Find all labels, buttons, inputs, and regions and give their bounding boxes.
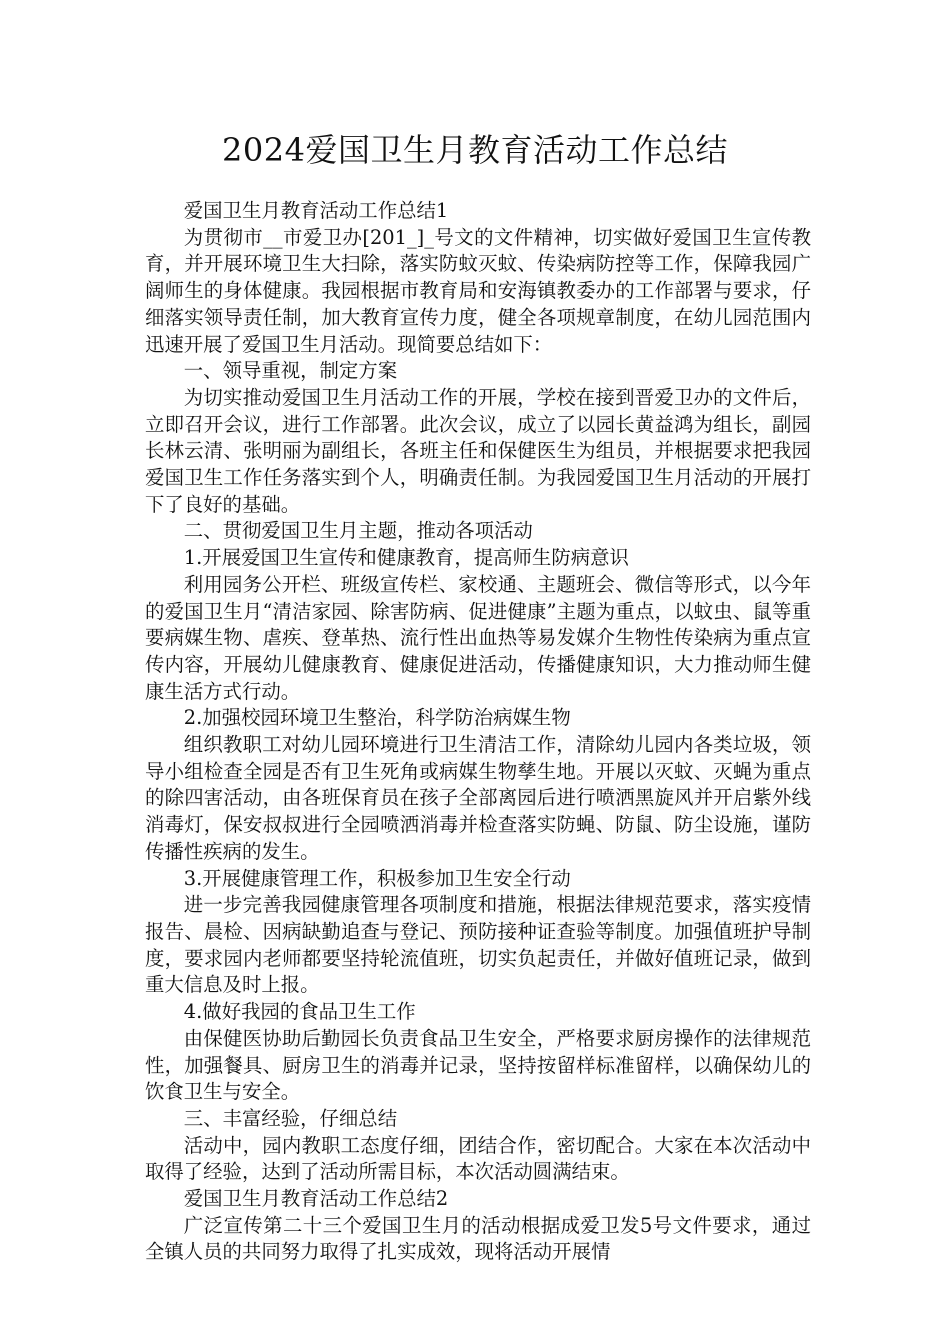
paragraph: 组织教职工对幼儿园环境进行卫生清洁工作，清除幼儿园内各类垃圾，领导小组检查全园是否有卫生死角或病媒生物孳生地。开展以灭蚊、灭蝇为重点的除四害活动，由各班保育员在孩子全部离园后进行喷洒黑旋风并开启紫外线消毒灯，保安叔叔进行全园喷洒消毒并检查落实防蝇、防鼠、防尘设施，谨防传播性疾病的发生。 (145, 733, 811, 863)
document-title: 2024爱国卫生月教育活动工作总结 (222, 131, 728, 169)
paragraph: 进一步完善我园健康管理各项制度和措施，根据法律规范要求，落实疫情报告、晨检、因病缺勤追查与登记、预防接种证查验等制度。加强值班护导制度，要求园内老师都要坚持轮流值班，切实负起责任，并做好值班记录，做到重大信息及时上报。 (145, 893, 811, 997)
paragraph: 利用园务公开栏、班级宣传栏、家校通、主题班会、微信等形式，以今年的爱国卫生月“清洁家园、除害防病、促进健康”主题为重点，以蚊虫、鼠等重要病媒生物、虐疾、登革热、流行性出血热等易发媒介生物性传染病为重点宣传内容，开展幼儿健康教育、健康促进活动，传播健康知识，大力推动师生健康生活方式行动。 (145, 572, 811, 703)
section-heading-2: 爱国卫生月教育活动工作总结2 (183, 1187, 449, 1211)
subheading: 三、丰富经验，仔细总结 (183, 1106, 398, 1130)
item-heading: 4.做好我园的食品卫生工作 (183, 1000, 416, 1024)
paragraph: 为贯彻市__市爱卫办[201_]_号文的文件精神，切实做好爱国卫生宣传教育，并开展环境卫生大扫除，落实防蚊灭蚊、传染病防控等工作，保障我园广阔师生的身体健康。我园根据市教育局和安海镇教委办的工作部署与要求，仔细落实领导责任制，加大教育宣传力度，健全各项规章制度，在幼儿园范围内迅速开展了爱国卫生月活动。现简要总结如下： (145, 225, 811, 356)
paragraph: 由保健医协助后勤园长负责食品卫生安全，严格要求厨房操作的法律规范性，加强餐具、厨房卫生的消毒并记录，坚持按留样标准留样，以确保幼儿的饮食卫生与安全。 (145, 1026, 811, 1104)
item-heading: 1.开展爱国卫生宣传和健康教育，提高师生防病意识 (183, 546, 629, 570)
item-heading: 3.开展健康管理工作，积极参加卫生安全行动 (183, 866, 571, 890)
document-body (145, 198, 811, 1266)
subheading: 一、领导重视，制定方案 (183, 359, 398, 383)
subheading: 二、贯彻爱国卫生月主题，推动各项活动 (183, 519, 533, 543)
paragraph: 活动中，园内教职工态度仔细，团结合作，密切配合。大家在本次活动中取得了经验，达到了活动所需目标，本次活动圆满结束。 (145, 1133, 811, 1184)
section-heading-1: 爱国卫生月教育活动工作总结1 (183, 199, 449, 222)
paragraph: 广泛宣传第二十三个爱国卫生月的活动根据成爱卫发5号文件要求，通过全镇人员的共同努力取得了扎实成效，现将活动开展情 (145, 1213, 811, 1264)
item-heading: 2.加强校园环境卫生整治，科学防治病媒生物 (183, 706, 571, 730)
paragraph: 为切实推动爱国卫生月活动工作的开展，学校在接到晋爱卫办的文件后，立即召开会议，进行工作部署。此次会议，成立了以园长黄益鸿为组长，副园长林云清、张明丽为副组长，各班主任和保健医生为组员，并根据要求把我园爱国卫生工作任务落实到个人，明确责任制。为我园爱国卫生月活动的开展打下了良好的基础。 (145, 385, 811, 516)
